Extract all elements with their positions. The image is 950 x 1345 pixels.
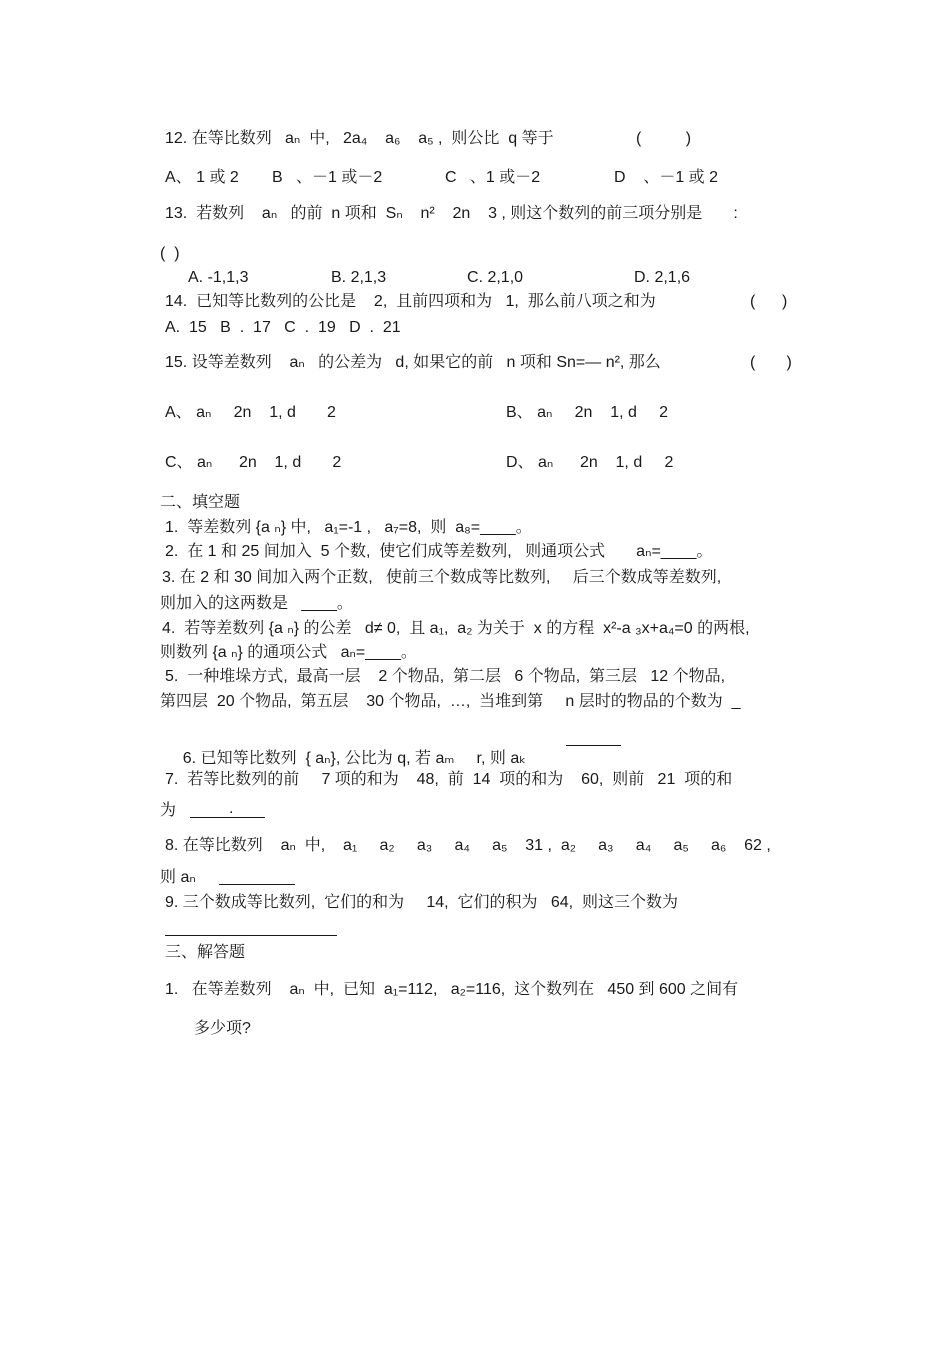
fill-q8-blank[interactable] [219,870,295,885]
solve-q1-line1: 1. 在等差数列 aₙ 中, 已知 a₁=112, a₂=116, 这个数列在 450 到 600 之间有 [165,981,739,998]
fill-q2: 2. 在 1 和 25 间加入 5 个数, 使它们成等差数列, 则通项公式 aₙ=____。 [165,543,713,560]
q13-option-d: D. 2,1,6 [634,269,691,286]
fill-q5-line2: 第四层 20 个物品, 第五层 30 个物品, …, 当堆到第 n 层时的物品的个数为 _ [160,693,741,710]
q15-option-c: C、 aₙ 2n 1, d 2 [165,454,342,471]
fill-q7-blank-dot: . [229,800,234,817]
section-2-title: 二、填空题 [160,494,241,511]
fill-q3-line1: 3. 在 2 和 30 间加入两个正数, 使前三个数成等比数列, 后三个数成等差数列, [162,569,722,586]
q12-option-a: A、 1 或 2 [165,169,239,186]
q15-answer-paren: ( ) [750,354,792,371]
q14-text: 14. 已知等比数列的公比是 2, 且前四项和为 1, 那么前八项之和为 [165,293,656,310]
fill-q8-line2: 则 aₙ [160,869,196,886]
fill-q6-text: 6. 已知等比数列 { aₙ}, 公比为 q, 若 aₘ r, 则 aₖ [182,750,527,767]
q12-answer-paren: ( ) [636,130,692,147]
fill-q7-blank[interactable] [190,803,265,818]
fill-q9: 9. 三个数成等比数列, 它们的和为 14, 它们的积为 64, 则这三个数为 [165,894,678,911]
q15-text: 15. 设等差数列 aₙ 的公差为 d, 如果它的前 n 项和 Sn=— n², 那么 [165,354,661,371]
q13-option-c: C. 2,1,0 [467,269,524,286]
solve-q1-line2: 多少项? [194,1020,251,1037]
q13-text: 13. 若数列 aₙ 的前 n 项和 Sₙ n² 2n 3 , 则这个数列的前三项分别是 : [165,205,738,222]
q12-option-d: D 、－1 或 2 [614,169,719,186]
q13-option-a: A. -1,1,3 [188,269,249,286]
fill-q1: 1. 等差数列 {a ₙ} 中, a₁=-1 , a₇=8, 则 a₈=____。 [165,519,532,536]
q15-option-b: B、 aₙ 2n 1, d 2 [506,404,669,421]
fill-q7-line1: 7. 若等比数列的前 7 项的和为 48, 前 14 项的和为 60, 则前 21 项的和 [165,771,733,788]
fill-q5-line1: 5. 一种堆垛方式, 最高一层 2 个物品, 第二层 6 个物品, 第三层 12 个物品, [165,668,726,685]
fill-q4-line2: 则数列 {a ₙ} 的通项公式 aₙ=____。 [160,644,417,661]
fill-q9-blank[interactable] [165,921,337,936]
fill-q4-line1: 4. 若等差数列 {a ₙ} 的公差 d≠ 0, 且 a₁, a₂ 为关于 x 的方程 x²-a ₃x+a₄=0 的两根, [162,620,750,637]
q14-answer-paren: ( ) [750,293,788,310]
q15-option-a: A、 aₙ 2n 1, d 2 [165,404,336,421]
q12-option-c: C 、1 或－2 [445,169,541,186]
q12-option-b: B 、－1 或－2 [272,169,383,186]
q13-answer-paren: ( ) [160,245,180,262]
q12-text: 12. 在等比数列 aₙ 中, 2a₄ a₆ a₅ , 则公比 q 等于 [165,130,554,147]
fill-q8-line1: 8. 在等比数列 aₙ 中, a₁ a₂ a₃ a₄ a₅ 31 , a₂ a₃ a₄ a₅ a₆ 62 , [165,837,771,854]
fill-q6-blank[interactable] [566,731,621,746]
fill-q3-line2: 则加入的这两数是 ____。 [160,595,353,612]
q15-option-d: D、 aₙ 2n 1, d 2 [506,454,674,471]
q13-option-b: B. 2,1,3 [331,269,387,286]
q14-options: A. 15 B . 17 C . 19 D . 21 [165,319,401,336]
fill-q7-line2: 为 [160,802,190,819]
section-3-title: 三、解答题 [165,944,246,961]
